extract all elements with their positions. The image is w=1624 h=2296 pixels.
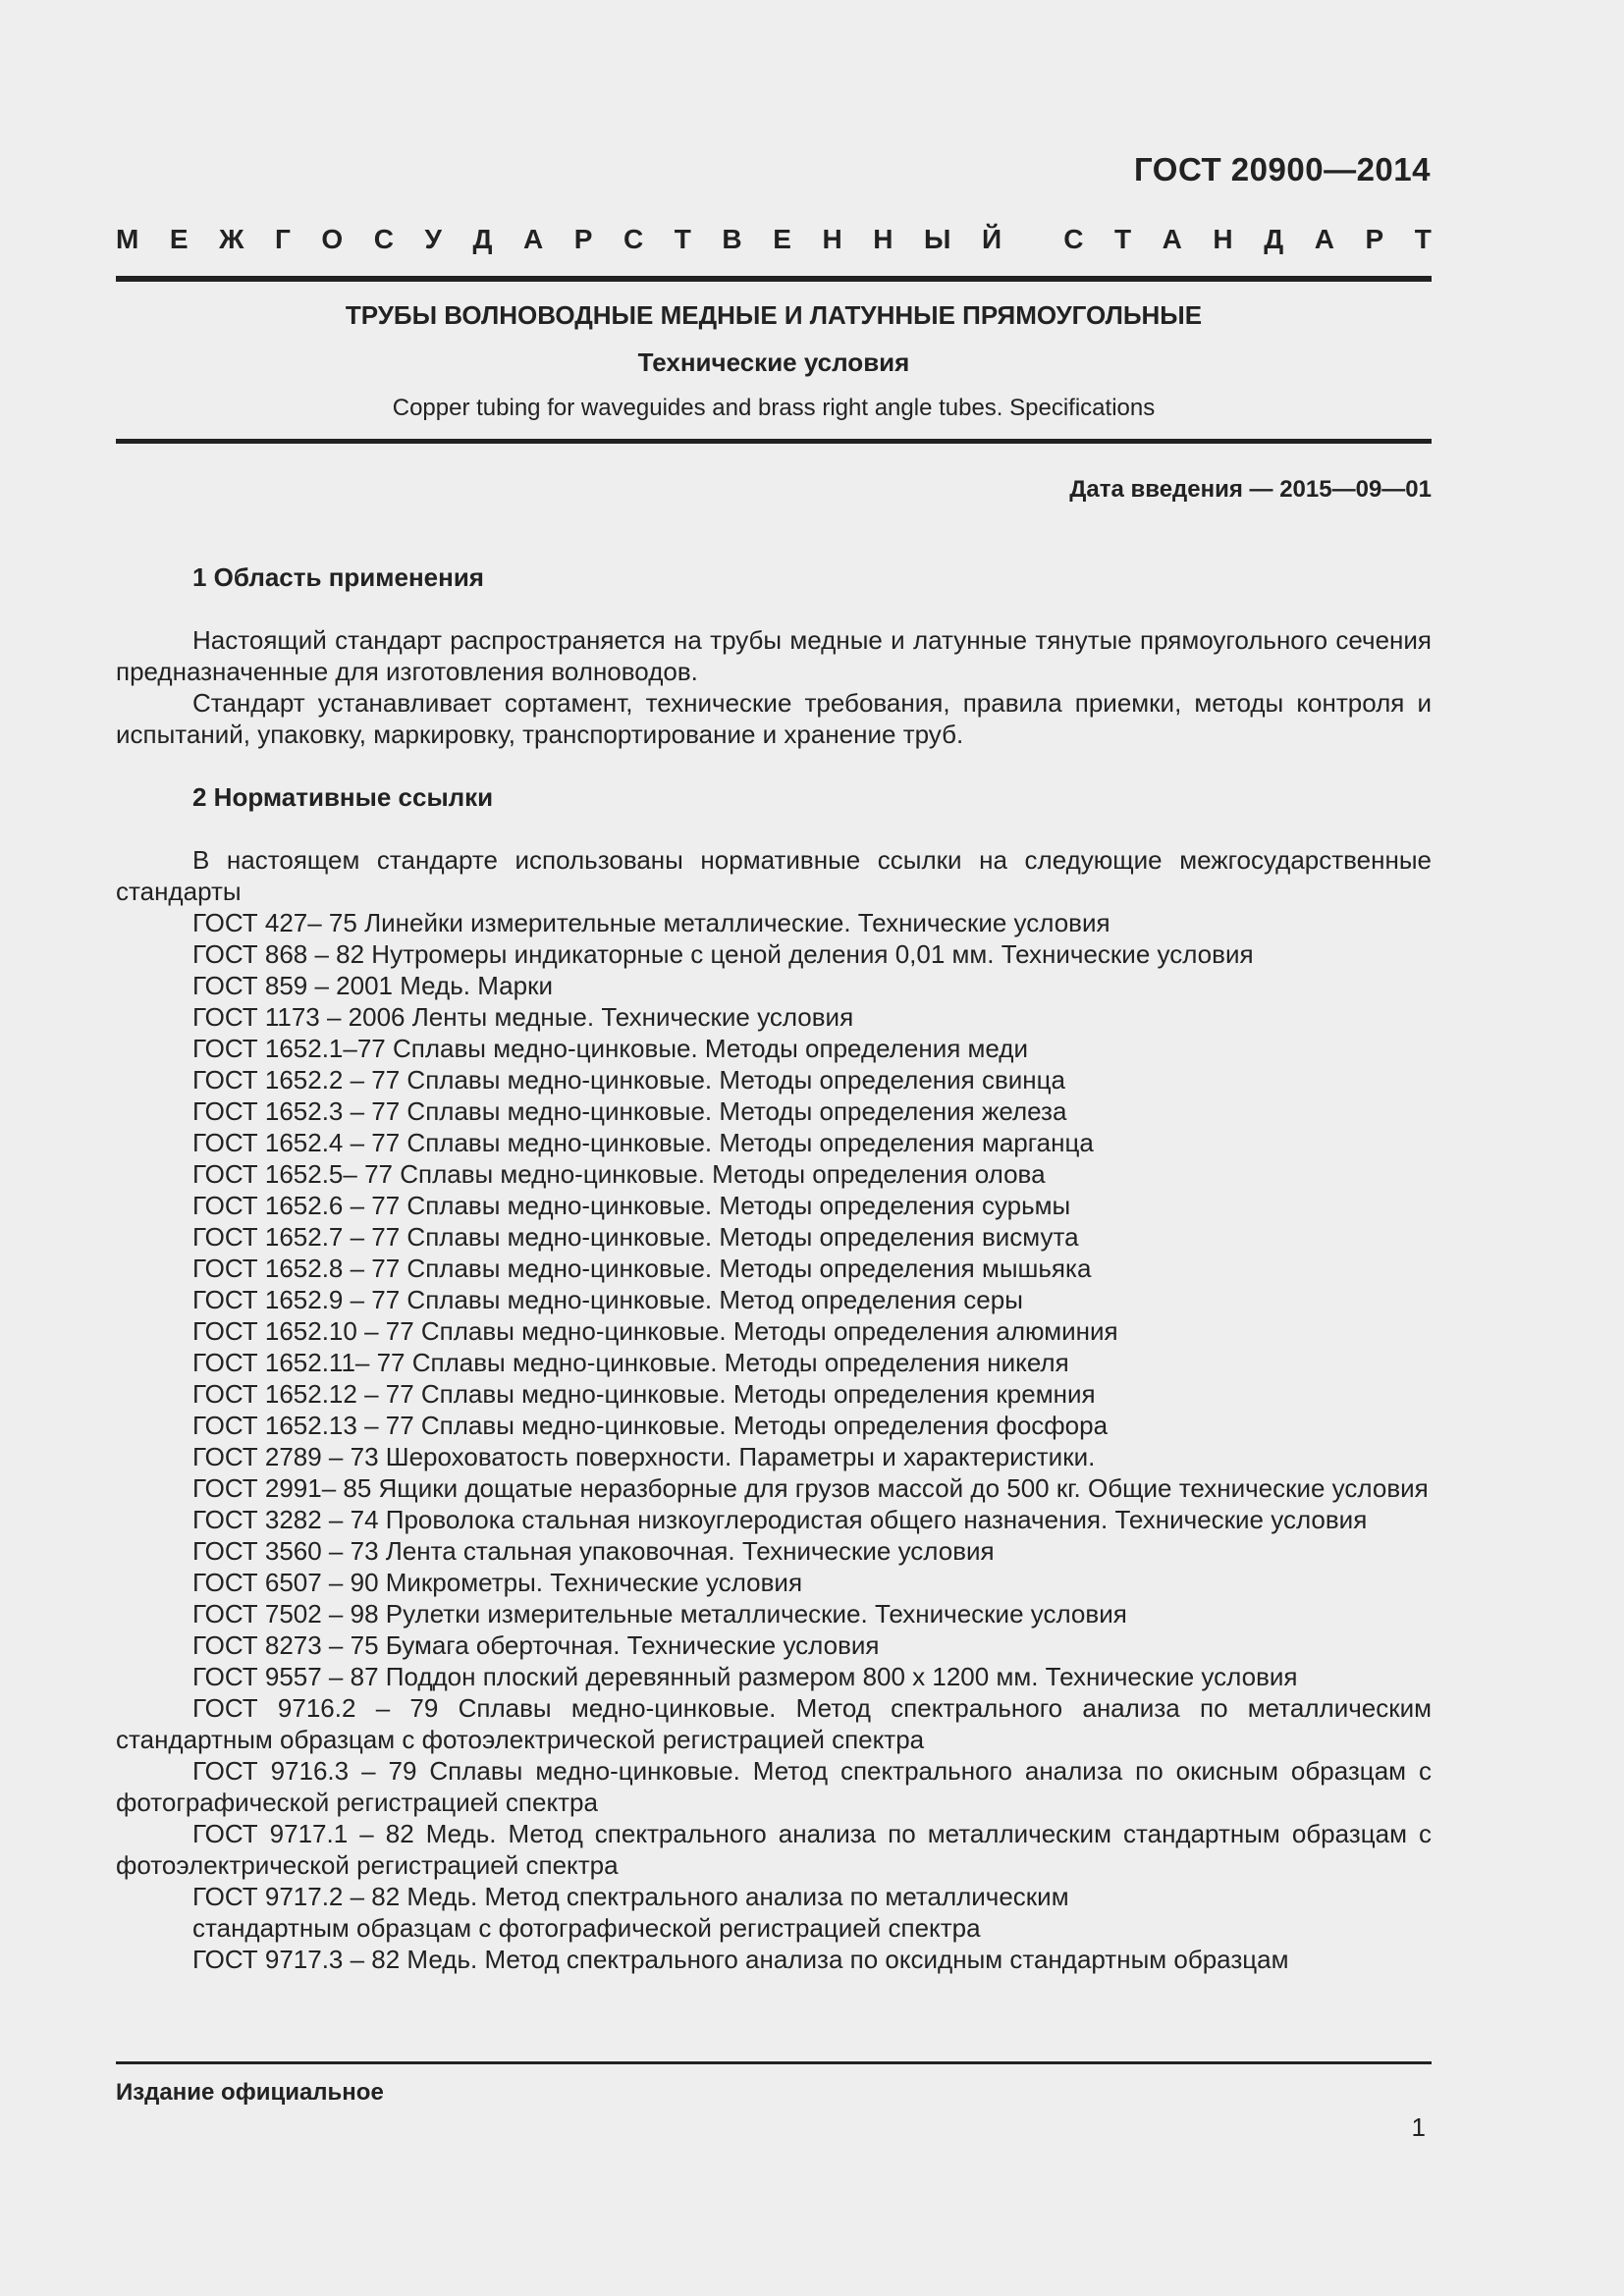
- title-letter: С: [1063, 224, 1084, 254]
- reference-item: ГОСТ 1652.11– 77 Сплавы медно-цинковые. Методы определения никеля: [192, 1348, 1069, 1377]
- gost-number: ГОСТ 20900—2014: [1134, 151, 1431, 187]
- title-letter: А: [522, 224, 544, 254]
- title-letter: М: [116, 224, 139, 254]
- title-letter: У: [424, 224, 442, 254]
- document-title: ТРУБЫ ВОЛНОВОДНЫЕ МЕДНЫЕ И ЛАТУННЫЕ ПРЯМОУГОЛЬНЫЕ: [345, 300, 1203, 330]
- title-letter: Р: [1365, 224, 1384, 254]
- reference-item: ГОСТ 3560 – 73 Лента стальная упаковочная. Технические условия: [192, 1536, 995, 1566]
- page-number: 1: [1411, 2112, 1426, 2142]
- reference-item: ГОСТ 9717.1 – 82 Медь. Метод спектрального анализа по металлическим стандартным образцам с фотоэлектрической регистрацией спектра: [116, 1819, 1432, 1880]
- title-letter: Е: [169, 224, 189, 254]
- title-letter: В: [722, 224, 742, 254]
- title-letter: А: [1314, 224, 1334, 254]
- reference-item: ГОСТ 1652.2 – 77 Сплавы медно-цинковые. Методы определения свинца: [192, 1065, 1066, 1095]
- section-1: [116, 561, 1432, 1975]
- title-letter: Т: [1414, 224, 1432, 254]
- reference-item: ГОСТ 427– 75 Линейки измерительные металлические. Технические условия: [192, 908, 1110, 937]
- section-heading: 1 Область применения: [192, 562, 484, 592]
- reference-item: ГОСТ 9717.2 – 82 Медь. Метод спектрального анализа по металлическим: [192, 1882, 1069, 1911]
- title-letter: Т: [674, 224, 691, 254]
- reference-item: ГОСТ 1652.1–77 Сплавы медно-цинковые. Методы определения меди: [192, 1034, 1028, 1063]
- reference-item: ГОСТ 1652.13 – 77 Сплавы медно-цинковые. Методы определения фосфора: [192, 1411, 1109, 1440]
- document-title-english: Copper tubing for waveguides and brass right angle tubes. Specifications: [392, 395, 1156, 421]
- reference-list: [116, 907, 1432, 1975]
- title-letter: Т: [1113, 224, 1132, 254]
- reference-item: ГОСТ 3282 – 74 Проволока стальная низкоуглеродистая общего назначения. Технические условия: [192, 1505, 1368, 1534]
- introduction-date: Дата введения — 2015—09—01: [1069, 476, 1432, 503]
- reference-item: ГОСТ 9557 – 87 Поддон плоский деревянный размером 800 х 1200 мм. Технические условия: [192, 1662, 1298, 1691]
- reference-item: ГОСТ 2991– 85 Ящики дощатые неразборные для грузов массой до 500 кг. Общие технические условия: [192, 1473, 1429, 1503]
- reference-item: ГОСТ 1652.9 – 77 Сплавы медно-цинковые. Метод определения серы: [192, 1285, 1023, 1314]
- reference-item: ГОСТ 1652.8 – 77 Сплавы медно-цинковые. Методы определения мышьяка: [192, 1254, 1092, 1283]
- reference-item: ГОСТ 1652.10 – 77 Сплавы медно-цинковые. Методы определения алюминия: [192, 1316, 1118, 1346]
- title-letter: Н: [873, 224, 893, 254]
- reference-item: ГОСТ 9716.2 – 79 Сплавы медно-цинковые. Метод спектрального анализа по металлическим стандартным образцам с фотоэлектрической регистрацией спектра: [116, 1693, 1432, 1754]
- reference-item: ГОСТ 6507 – 90 Микрометры. Технические условия: [192, 1568, 803, 1597]
- reference-item: ГОСТ 1652.6 – 77 Сплавы медно-цинковые. Методы определения сурьмы: [192, 1191, 1071, 1220]
- reference-item: ГОСТ 868 – 82 Нутромеры индикаторные с ценой деления 0,01 мм. Технические условия: [192, 939, 1254, 969]
- title-letter: С: [373, 224, 394, 254]
- title-letter: Ж: [219, 224, 244, 254]
- document-subtitle: Технические условия: [637, 347, 910, 377]
- title-divider: [116, 439, 1432, 444]
- title-letter: Н: [822, 224, 842, 254]
- paragraph: В настоящем стандарте использованы нормативные ссылки на следующие межгосударственные стандарты: [116, 845, 1432, 906]
- title-letter: Е: [773, 224, 791, 254]
- title-letter: О: [321, 224, 344, 254]
- footer-divider: [116, 2061, 1432, 2064]
- title-letter: Н: [1213, 224, 1233, 254]
- header-divider: [116, 276, 1432, 282]
- reference-item: ГОСТ 1652.12 – 77 Сплавы медно-цинковые. Методы определения кремния: [192, 1379, 1096, 1409]
- reference-item: ГОСТ 1652.7 – 77 Сплавы медно-цинковые. Методы определения висмута: [192, 1222, 1079, 1252]
- paragraph: Стандарт устанавливает сортамент, технические требования, правила приемки, методы контроля и испытаний, упаковку, маркировку, транспортирование и хранение труб.: [116, 688, 1432, 749]
- title-letter: А: [1162, 224, 1182, 254]
- paragraph: Настоящий стандарт распространяется на трубы медные и латунные тянутые прямоугольного сечения предназначенные для изготовления волноводов.: [116, 625, 1432, 686]
- reference-item: ГОСТ 9717.3 – 82 Медь. Метод спектрального анализа по оксидным стандартным образцам: [192, 1945, 1289, 1974]
- reference-item: ГОСТ 1652.5– 77 Сплавы медно-цинковые. Методы определения олова: [192, 1159, 1046, 1189]
- reference-item: ГОСТ 8273 – 75 Бумага оберточная. Технические условия: [192, 1630, 880, 1660]
- title-letter: Д: [1264, 224, 1284, 254]
- title-letter: Й: [981, 224, 1002, 254]
- reference-item: ГОСТ 2789 – 73 Шероховатость поверхности. Параметры и характеристики.: [192, 1442, 1096, 1471]
- title-letter: Ы: [924, 224, 951, 254]
- section-heading: 2 Нормативные ссылки: [192, 782, 494, 812]
- official-edition-label: Издание официальное: [116, 2079, 384, 2106]
- reference-item: ГОСТ 859 – 2001 Медь. Марки: [192, 971, 553, 1000]
- title-letter: С: [623, 224, 644, 254]
- title-letter: Г: [274, 224, 291, 254]
- reference-item-continuation: стандартным образцам с фотографической регистрацией спектра: [192, 1913, 981, 1943]
- reference-item: ГОСТ 1652.4 – 77 Сплавы медно-цинковые. Методы определения марганца: [192, 1128, 1094, 1157]
- reference-item: ГОСТ 7502 – 98 Рулетки измерительные металлические. Технические условия: [192, 1599, 1127, 1629]
- reference-item: ГОСТ 1173 – 2006 Ленты медные. Технические условия: [192, 1002, 854, 1032]
- title-letter: Д: [472, 224, 493, 254]
- reference-item: ГОСТ 9716.3 – 79 Сплавы медно-цинковые. Метод спектрального анализа по окисным образцам с фотографической регистрацией спектра: [116, 1756, 1432, 1817]
- reference-item: ГОСТ 1652.3 – 77 Сплавы медно-цинковые. Методы определения железа: [192, 1096, 1067, 1126]
- title-letter: Р: [573, 224, 593, 254]
- standard-type-title: [116, 224, 1432, 255]
